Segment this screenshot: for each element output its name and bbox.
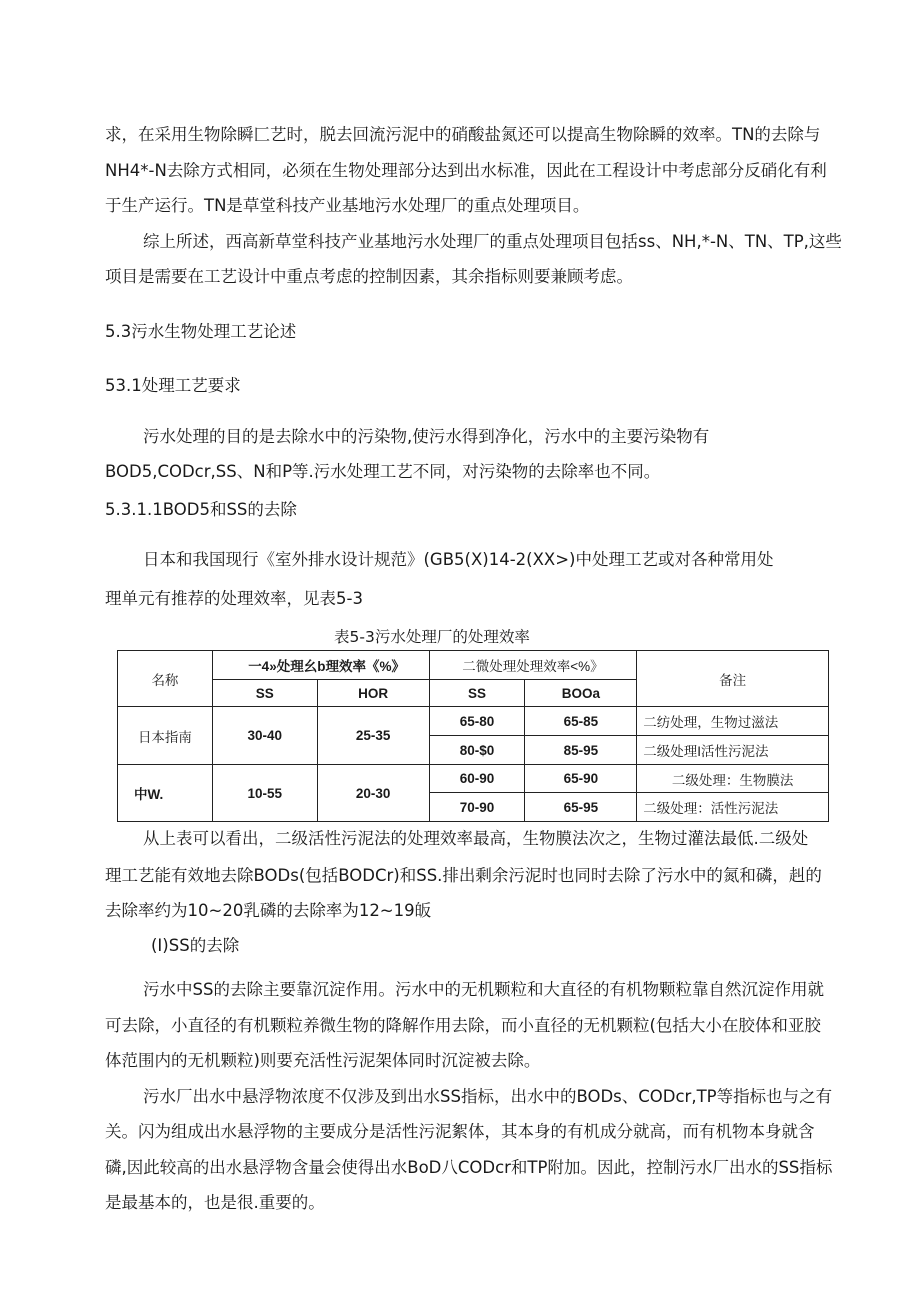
header-primary-right: b理效率《%》 [317, 651, 429, 680]
row-name: 日本指南 [118, 707, 213, 765]
para-line-8: 日本和我国现行《室外排水设计规范》(GB5(X)14-2(XX>)中处理工艺或对各种常用处 [143, 550, 774, 569]
cell-hor: 25-35 [317, 707, 429, 765]
para-line-17: 关。闪为组成出水悬浮物的主要成分是活性污泥絮体，其本身的有机成分就高，而有机物本身就含 [105, 1122, 815, 1141]
cell-ss-primary: 10-55 [212, 765, 317, 822]
row-name: 中W. [118, 765, 213, 822]
para-line-5: 项目是需要在工艺设计中重点考虑的控制因素，其余指标则要兼顾考虑。 [105, 267, 633, 286]
para-line-13: 污水中SS的去除主要靠沉淀作用。污水中的无机颗粒和大直径的有机物颗粒靠自然沉淀作用就 [143, 980, 824, 999]
para-line-16: 污水厂出水中悬浮物浓度不仅涉及到出水SS指标，出水中的BODs、CODcr,TP等指标也与之有 [143, 1087, 833, 1106]
para-line-4: 综上所述，西高新草堂科技产业基地污水处理厂的重点处理项目包括ss、NH,*-N、TN、TP,这些 [143, 232, 842, 251]
cell-boo: 65-90 [525, 765, 637, 793]
table-caption: 表5-3污水处理厂的处理效率 [334, 628, 530, 646]
para-line-3: 于生产运行。TN是草堂科技产业基地污水处理厂的重点处理项目。 [105, 196, 590, 215]
cell-note: 二级处理：生物膜法 [637, 765, 829, 793]
header-primary-left: 一4»处理幺 [212, 651, 317, 680]
header-secondary: 二微处理处理效率<%》 [429, 651, 637, 680]
para-line-14: 可去除，小直径的有机颗粒养微生物的降解作用去除，而小直径的无机颗粒(包括大小在胶体和亚胶 [105, 1016, 821, 1035]
cell-ss-secondary: 60-90 [429, 765, 525, 793]
para-line-15: 体范围内的无机颗粒)则要充活性污泥架体同时沉淀被去除。 [105, 1051, 541, 1070]
header-hor: HOR [317, 680, 429, 707]
cell-boo: 65-95 [525, 793, 637, 822]
header-ss-primary: SS [212, 680, 317, 707]
header-ss-secondary: SS [429, 680, 525, 707]
para-line-12: 去除率约为10~20乳磷的去除率为12~19皈 [105, 901, 432, 920]
efficiency-table [117, 650, 829, 822]
cell-boo: 85-95 [525, 736, 637, 765]
cell-ss-secondary: 70-90 [429, 793, 525, 822]
para-line-1: 求，在采用生物除瞬匚艺时，脱去回流污泥中的硝酸盐氮还可以提高生物除瞬的效率。TN的去除与 [105, 125, 821, 144]
section-heading-5-3-1: 53.1处理工艺要求 [105, 376, 241, 395]
section-heading-5-3: 5.3污水生物处理工艺论述 [105, 322, 297, 341]
subsection-heading-ss: (I)SS的去除 [151, 936, 240, 955]
para-line-11: 理工艺能有效地去除BODs(包括BODCr)和SS.排出剩余污泥时也同时去除了污水中的氮和磷，赳的 [105, 866, 822, 885]
table-row [118, 765, 829, 793]
cell-ss-secondary: 65-80 [429, 707, 525, 736]
para-line-9: 理单元有推荐的处理效率，见表5-3 [105, 589, 363, 608]
para-line-10: 从上表可以看出，二级活性污泥法的处理效率最高，生物膜法次之，生物过灌法最低.二级处 [143, 829, 809, 848]
header-note: 备注 [637, 651, 829, 707]
cell-hor: 20-30 [317, 765, 429, 822]
cell-note: 二级处理I活性污泥法 [637, 736, 829, 765]
cell-note: 二纺处理，生物过滋法 [637, 707, 829, 736]
para-line-2: NH4*-N去除方式相同，必须在生物处理部分达到出水标准，因此在工程设计中考虑部分反硝化有利 [105, 161, 827, 180]
header-boo: BOOa [525, 680, 637, 707]
cell-ss-secondary: 80-$0 [429, 736, 525, 765]
section-heading-5-3-1-1: 5.3.1.1BOD5和SS的去除 [105, 500, 297, 519]
para-line-18: 磷,因此较高的出水悬浮物含量会使得出水BoD八CODcr和TP附加。因此，控制污水厂出水的SS指标 [105, 1158, 833, 1177]
cell-ss-primary: 30-40 [212, 707, 317, 765]
para-line-6: 污水处理的目的是去除水中的污染物,使污水得到净化，污水中的主要污染物有 [143, 427, 710, 446]
para-line-19: 是最基本的，也是很.重要的。 [105, 1193, 325, 1212]
header-name: 名称 [118, 651, 213, 707]
table-row [118, 707, 829, 736]
cell-boo: 65-85 [525, 707, 637, 736]
para-line-7: BOD5,CODcr,SS、N和P等.污水处理工艺不同，对污染物的去除率也不同。 [105, 462, 661, 481]
cell-note: 二级处理：活性污泥法 [637, 793, 829, 822]
